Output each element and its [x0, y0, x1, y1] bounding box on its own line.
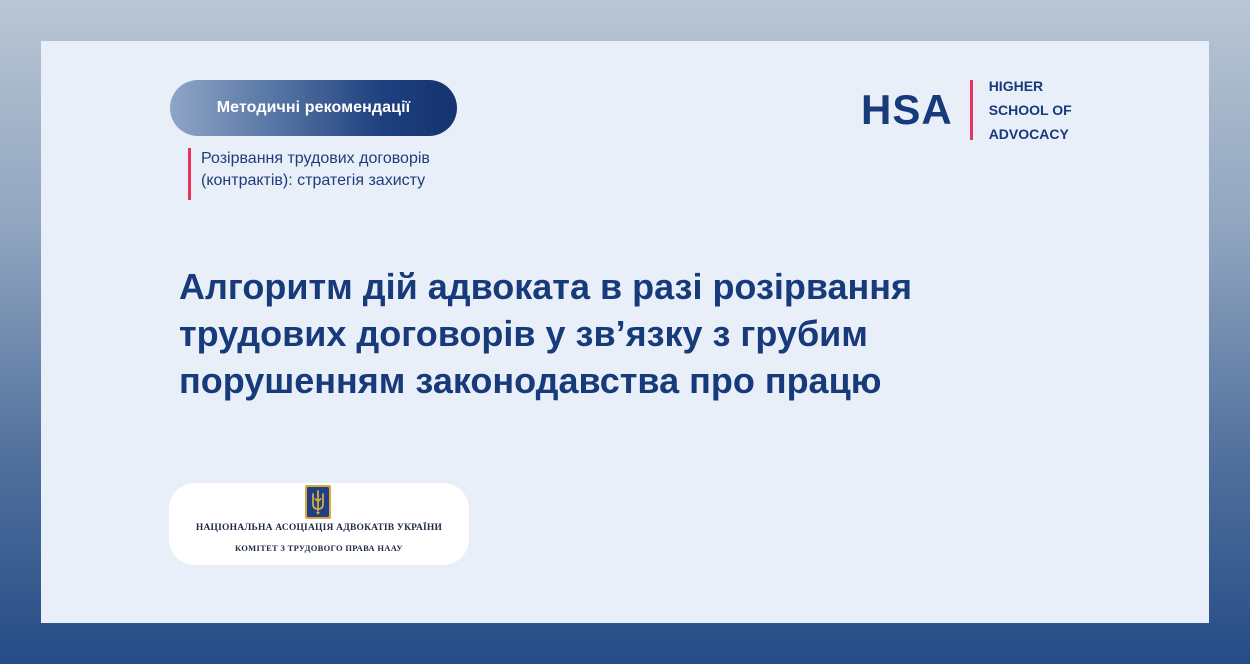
subtitle-line: (контрактів): стратегія захисту — [201, 172, 426, 189]
hsa-logo — [861, 79, 1072, 141]
subtitle-line: Розірвання трудових договорів — [201, 150, 430, 167]
category-badge-label: Методичні рекомендації — [216, 99, 411, 116]
logo-mark: HSA — [861, 86, 953, 133]
logo-line: SCHOOL OF — [988, 102, 1072, 118]
logo-line: ADVOCACY — [988, 126, 1069, 142]
logo-line: HIGHER — [988, 78, 1044, 94]
category-badge — [170, 80, 457, 136]
trident-shield-icon — [305, 485, 331, 519]
series-subtitle — [188, 148, 430, 200]
association-name: НАЦІОНАЛЬНА АСОЦІАЦІЯ АДВОКАТІВ УКРАЇНИ — [195, 523, 443, 533]
page-title — [179, 263, 1079, 404]
committee-name: КОМІТЕТ З ТРУДОВОГО ПРАВА НААУ — [235, 543, 403, 553]
logo-divider — [970, 80, 973, 140]
title-line: трудових договорів у зв’язку з грубим — [179, 313, 868, 354]
title-line: Алгоритм дій адвоката в разі розірвання — [179, 266, 913, 307]
title-line: порушенням законодавства про працю — [179, 360, 882, 401]
banner-card — [41, 41, 1209, 623]
logo-wordmark — [989, 74, 1072, 146]
association-badge — [169, 483, 469, 565]
